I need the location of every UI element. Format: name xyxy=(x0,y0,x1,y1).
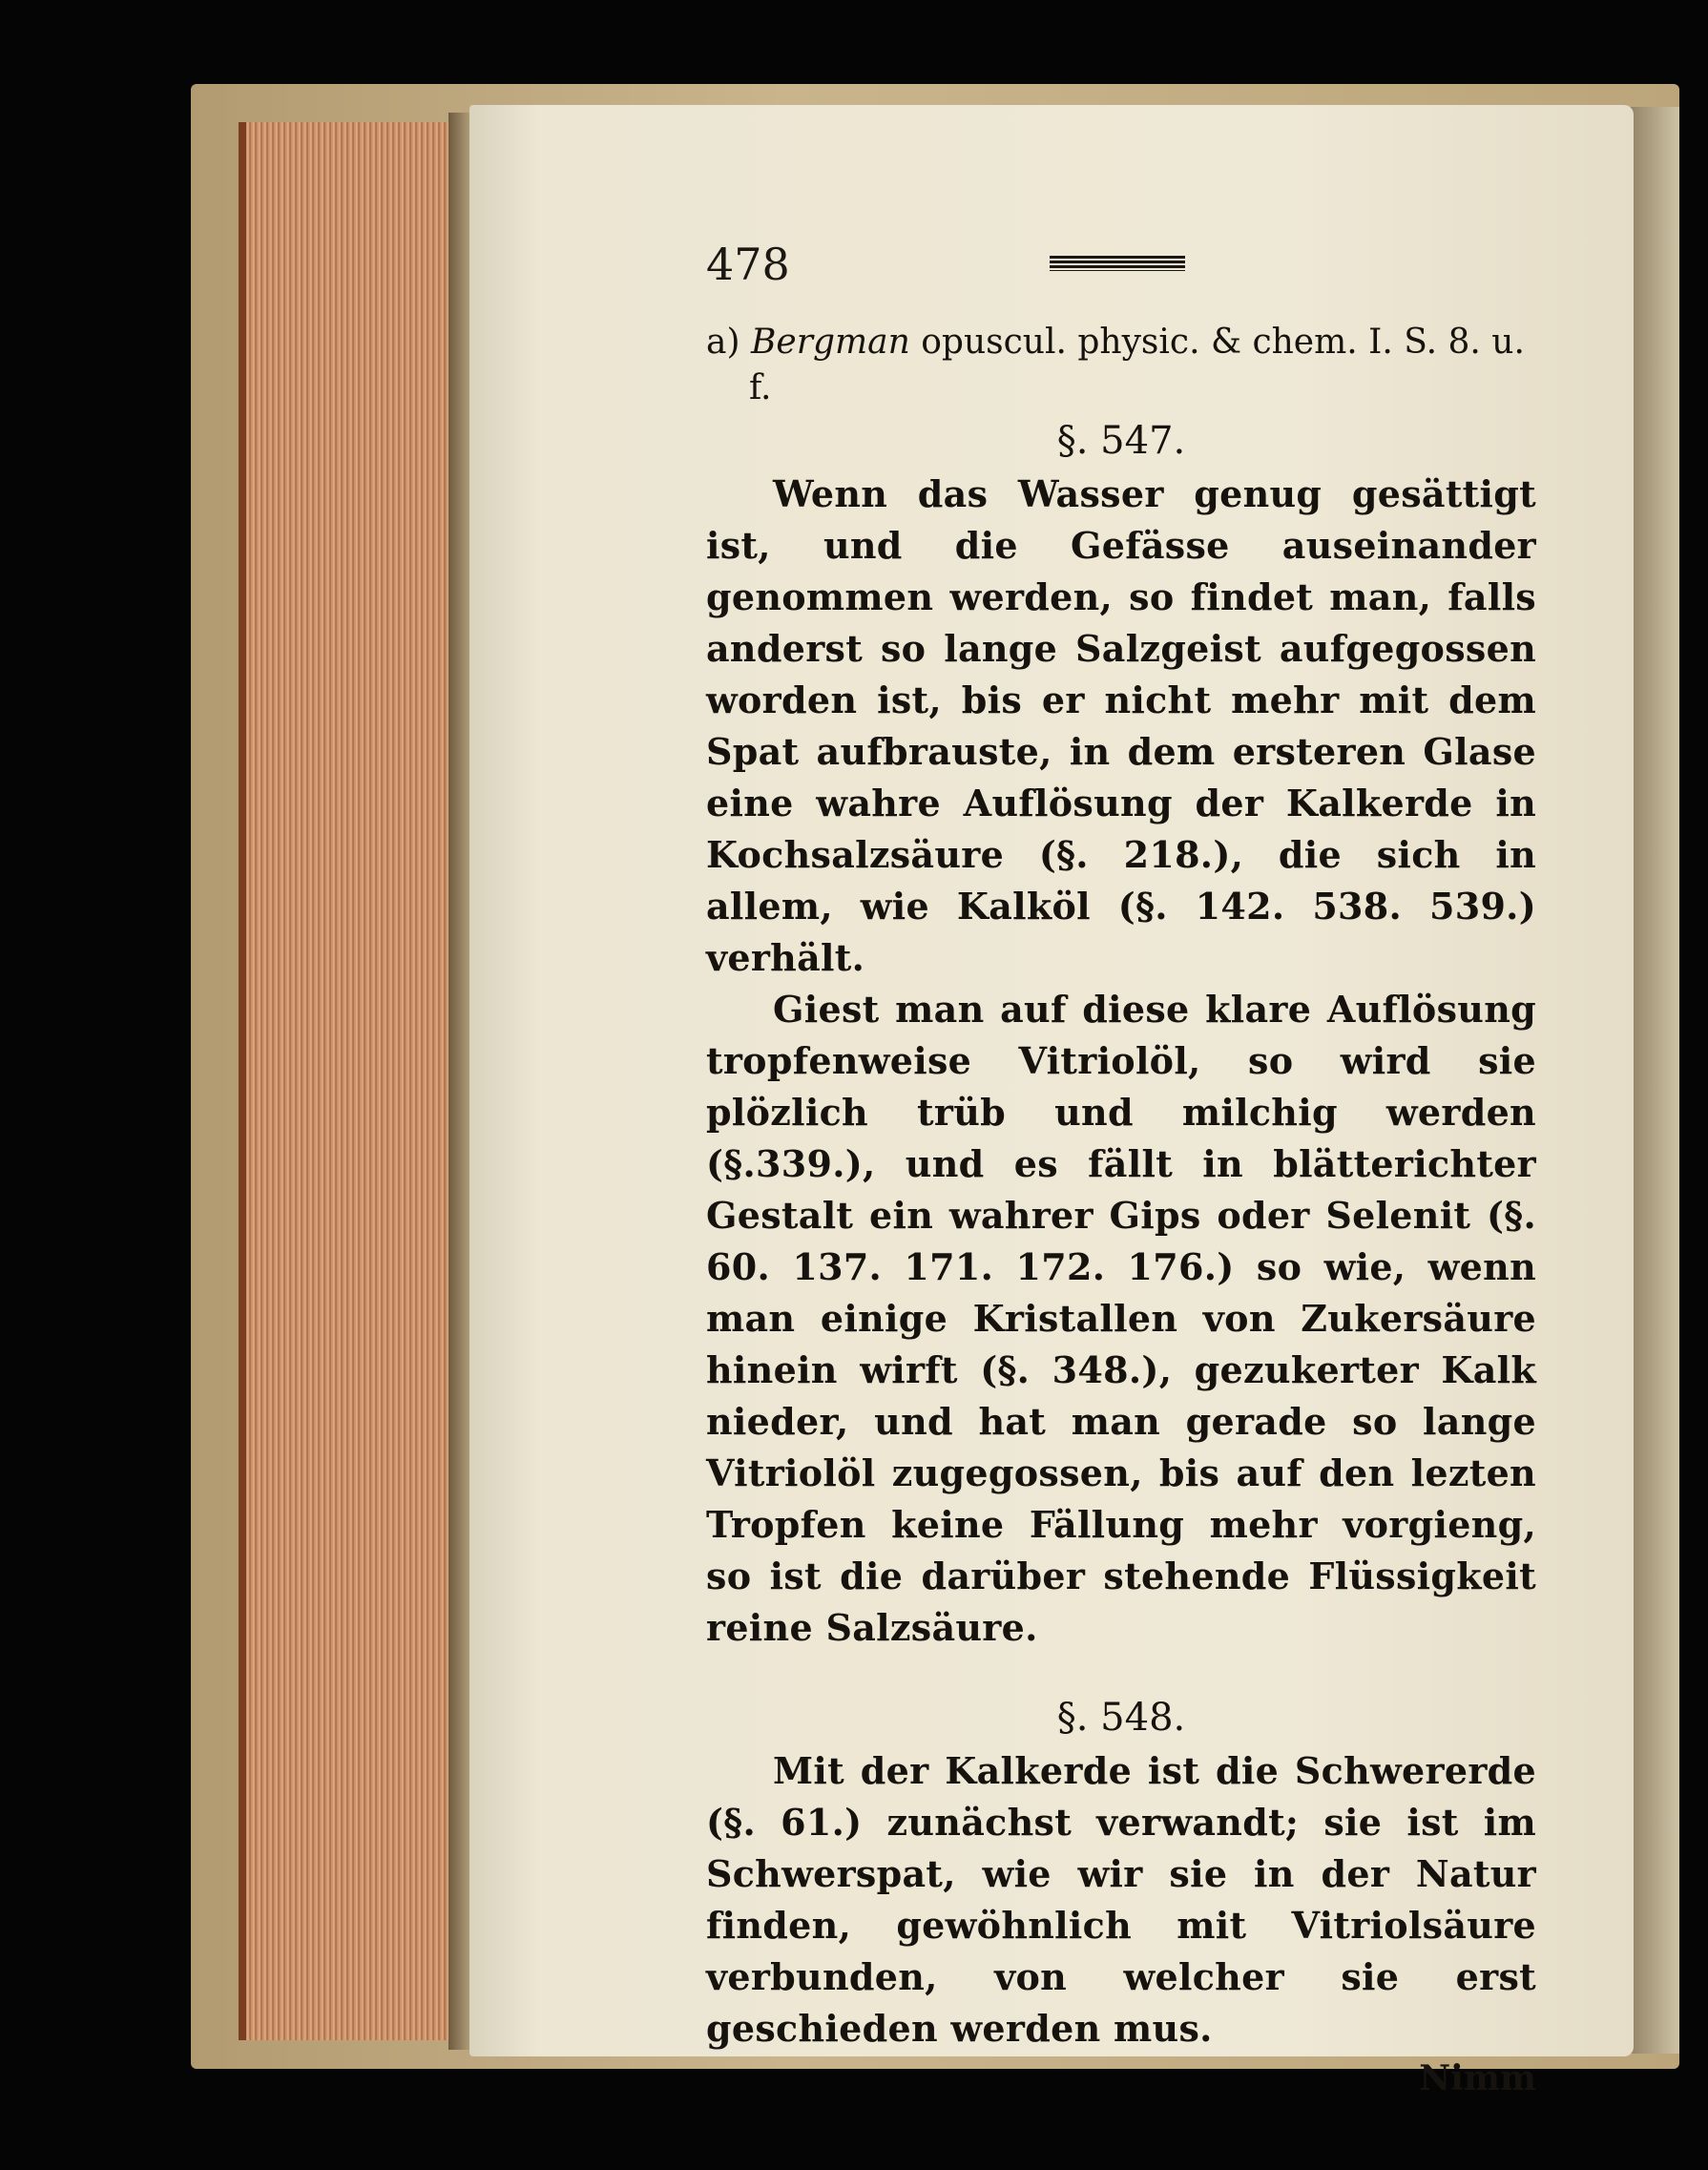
paragraph-3: Mit der Kalkerde ist die Schwererde (§. 61.) zunächst verwandt; sie ist im Schwerspat, wie wir sie in der Natur finden, gewöhnlich mit Vitriolsäure verbunden, von welcher sie erst geschieden werden mus. xyxy=(706,1749,1536,2050)
page-number: 478 xyxy=(706,239,790,290)
footnote-text: opuscul. physic. & chem. I. S. 8. u. f. xyxy=(749,323,1525,407)
footnote xyxy=(706,320,1536,411)
page-body xyxy=(706,320,1536,2102)
header-rule xyxy=(1050,256,1185,271)
section-heading-548: §. 548. xyxy=(1056,1696,1186,1740)
paragraph-1: Wenn das Wasser genug gesättigt ist, und die Gefässe auseinander genommen werden, so findet man, falls anderst so lange Salzgeist aufgegossen worden ist, bis er nicht mehr mit dem Spat aufbrauste, in dem ersteren Glase eine wahre Auflösung der Kalkerde in Kochsalzsäure (§. 218.), die sich in allem, wie Kalköl (§. 142. 538. 539.) verhält. xyxy=(706,472,1536,979)
page-block-edge xyxy=(239,122,475,2040)
paragraph-2: Giest man auf diese klare Auflösung tropfenweise Vitriolöl, so wird sie plözlich trüb und milchig werden (§.339.), und es fällt in blätterichter Gestalt ein wahrer Gips oder Selenit (§. 60. 137. 171. 172. 176.) so wie, wenn man einige Kristallen von Zukersäure hinein wirft (§. 348.), gezukerter Kalk nieder, und hat man gerade so lange Vitriolöl zugegossen, bis auf den lezten Tropfen keine Fällung mehr vorgieng, so ist die darüber stehende Flüssigkeit reine Salzsäure. xyxy=(706,988,1536,1649)
catchword: Nimm xyxy=(1419,2058,1536,2098)
footnote-author: Bergman xyxy=(750,323,910,362)
footnote-marker: a) xyxy=(706,323,740,362)
section-heading-547: §. 547. xyxy=(1056,419,1186,463)
page-header xyxy=(706,239,1527,296)
